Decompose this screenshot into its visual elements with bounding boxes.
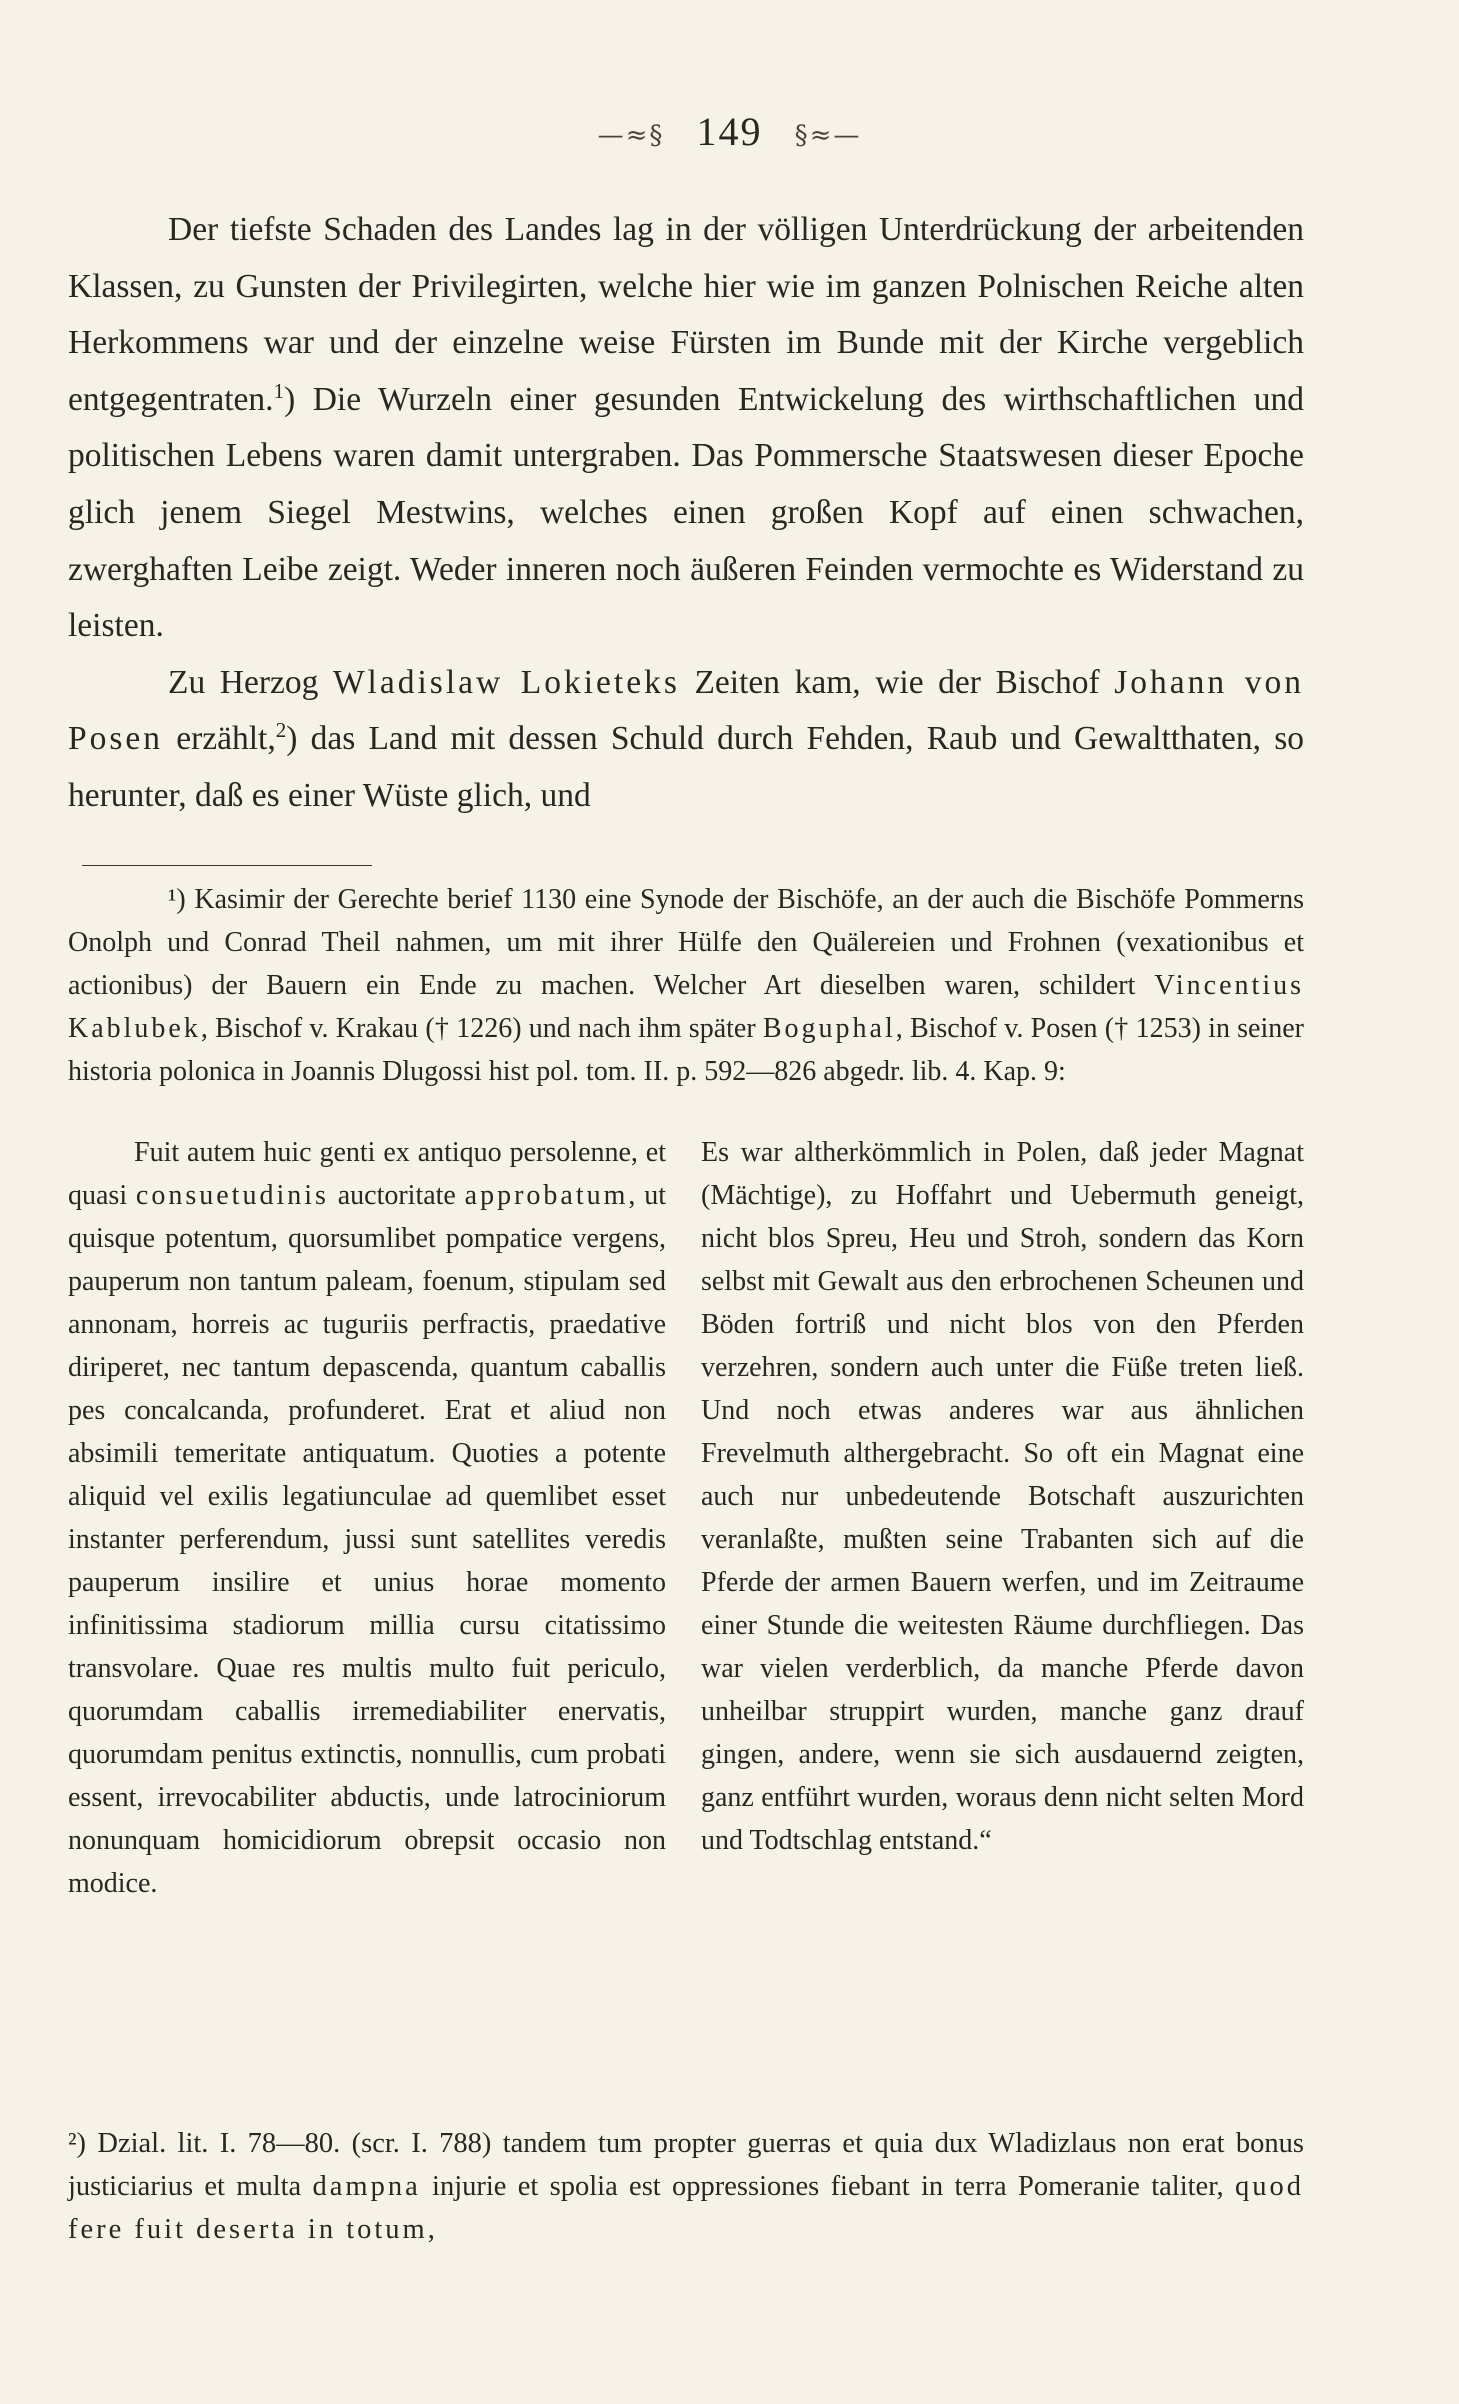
main-text: [68, 202, 1304, 825]
footnote-2: [68, 2122, 1304, 2251]
footnote-1-part: , Bischof v. Posen († 1253) in seiner historia polonica in Joannis Dlugossi hist pol. tom. II. p. 592—826 abgedr. lib. 4. Kap. 9:: [68, 1013, 1305, 1087]
footnote-2-part: ²) Dzial. lit. I. 78—80. (scr. I. 788) tandem tum propter guerras et quia dux Wladizlaus non erat bonus justiciarius et multa: [68, 2128, 1304, 2202]
german-column: [701, 1131, 1304, 1862]
latin-quote: [68, 1131, 666, 1905]
paragraph-2-part: erzählt,: [163, 720, 276, 758]
paragraph-2-part: ) das Land mit dessen Schuld durch Fehden, Raub und Gewaltthaten, so herunter, daß es einer Wüste glich, und: [68, 720, 1304, 814]
footnote-1-part: , Bischof v. Krakau († 1226) und nach ihm später: [200, 1013, 763, 1044]
latin-spaced-deserta: quod fere fuit deserta in totum: [68, 2171, 1304, 2245]
latin-spaced-consuetudinis: consuetudinis: [135, 1180, 329, 1211]
ornament-right: §≈—: [794, 120, 862, 151]
ornament-left: —≈§: [597, 120, 665, 151]
latin-column: [68, 1131, 666, 1905]
latin-spaced-approbatum: approbatum: [464, 1180, 629, 1211]
paragraph-2-part: Zu Herzog: [168, 663, 333, 701]
latin-part: Fuit autem huic genti ex antiquo persolenne, et quasi: [68, 1137, 666, 1211]
page-number: 149: [696, 109, 763, 154]
latin-spaced-dampna: dampna: [312, 2171, 421, 2202]
latin-part: , ut quisque potentum, quorsumlibet pompatice vergens, pauperum non tantum paleam, foenum, stipulam sed annonam, horreis ac tuguriis perfractis, praedative diriperet, nec tantum depascenda, quantum caballis pes concalcanda, profunderet. Erat et aliud non absimili temeritate antiquatum. Quoties a potente aliquid vel exilis legatiunculae ad quemlibet esset instanter perferendum, jussi sunt satellites veredis pauperum insilire et unius horae momento infinitissima stadiorum millia cursu citatissimo transvolare. Quae res multis multo fuit periculo, quorumdam caballis irremediabiliter enervatis, quorumdam penitus extinctis, nonnullis, cum probati essent, irrevocabiliter abductis, unde latrociniorum nonunquam homicidiorum obrepsit occasio non modice.: [68, 1180, 667, 1899]
footnote-ref-1: 1: [273, 378, 285, 403]
name-johann: Johann von Posen: [68, 663, 1304, 758]
paragraph-1-text: Der tiefste Schaden des Landes lag in der völligen Unterdrückung der arbeitenden Klassen, zu Gunsten der Privilegirten, welche hier wie im ganzen Polnischen Reiche alten Herkommens war und der einzelne weise Fürsten im Bunde mit der Kirche vergeblich entgegentraten.: [68, 211, 1304, 418]
footnote-2-part: injurie et spolia est oppressiones fiebant in terra Pomeranie taliter,: [420, 2171, 1235, 2202]
footnote-ref-2: 2: [275, 718, 287, 743]
paragraph-2-part: Zeiten kam, wie der Bischof: [679, 663, 1115, 701]
footnote-1-text: [68, 878, 1304, 1093]
paragraph-1-rest: ) Die Wurzeln einer gesunden Entwickelung des wirthschaftlichen und politischen Lebens waren damit untergraben. Das Pommersche Staatswesen dieser Epoche glich jenem Siegel Mestwins, welches einen großen Kopf auf einen schwachen, zwerghaften Leibe zeigt. Weder inneren noch äußeren Feinden vermochte es Widerstand zu leisten.: [68, 380, 1304, 645]
footnote-2-part: ,: [427, 2214, 435, 2245]
paragraph-1: [68, 202, 1304, 655]
footnote-1-part: ¹) Kasimir der Gerechte berief 1130 eine Synode der Bischöfe, an der auch die Bischöfe Pommerns Onolph und Conrad Theil nahmen, um mit ihrer Hülfe den Quälereien und Frohnen (vexationibus et actionibus) der Bauern ein Ende zu machen. Welcher Art dieselben waren, schildert: [68, 884, 1304, 1001]
footnote-divider: [82, 865, 372, 866]
name-boguphal: Boguphal: [762, 1013, 896, 1044]
german-translation: Es war altherkömmlich in Polen, daß jeder Magnat (Mächtige), zu Hoffahrt und Uebermuth geneigt, nicht blos Spreu, Heu und Stroh, sondern das Korn selbst mit Gewalt aus den erbrochenen Scheunen und Böden fortriß und nicht blos von den Pferden verzehren, sondern auch unter die Füße treten ließ. Und noch etwas anderes war aus ähnlichen Frevelmuth althergebracht. So oft ein Magnat eine auch nur unbedeutende Botschaft auszurichten veranlaßte, mußten seine Trabanten sich auf die Pferde der armen Bauern werfen, und im Zeitraume einer Stunde die weitesten Räume durchfliegen. Das war vielen verderblich, da manche Pferde davon unheilbar struppirt wurden, manche ganz drauf gingen, andere, wenn sie sich ausdauernd zeigten, ganz entführt wurden, woraus denn nicht selten Mord und Todtschlag entstand.“: [701, 1137, 1304, 1856]
name-vincentius: Vincentius Kablubek: [68, 970, 1304, 1044]
latin-part: auctoritate: [328, 1180, 465, 1211]
paragraph-2: [68, 655, 1304, 825]
footnote-2-text: [68, 2122, 1304, 2251]
page-header: [0, 108, 1459, 155]
name-wladislaw: Wladislaw Lokieteks: [332, 663, 680, 701]
footnote-1: [68, 878, 1304, 1093]
